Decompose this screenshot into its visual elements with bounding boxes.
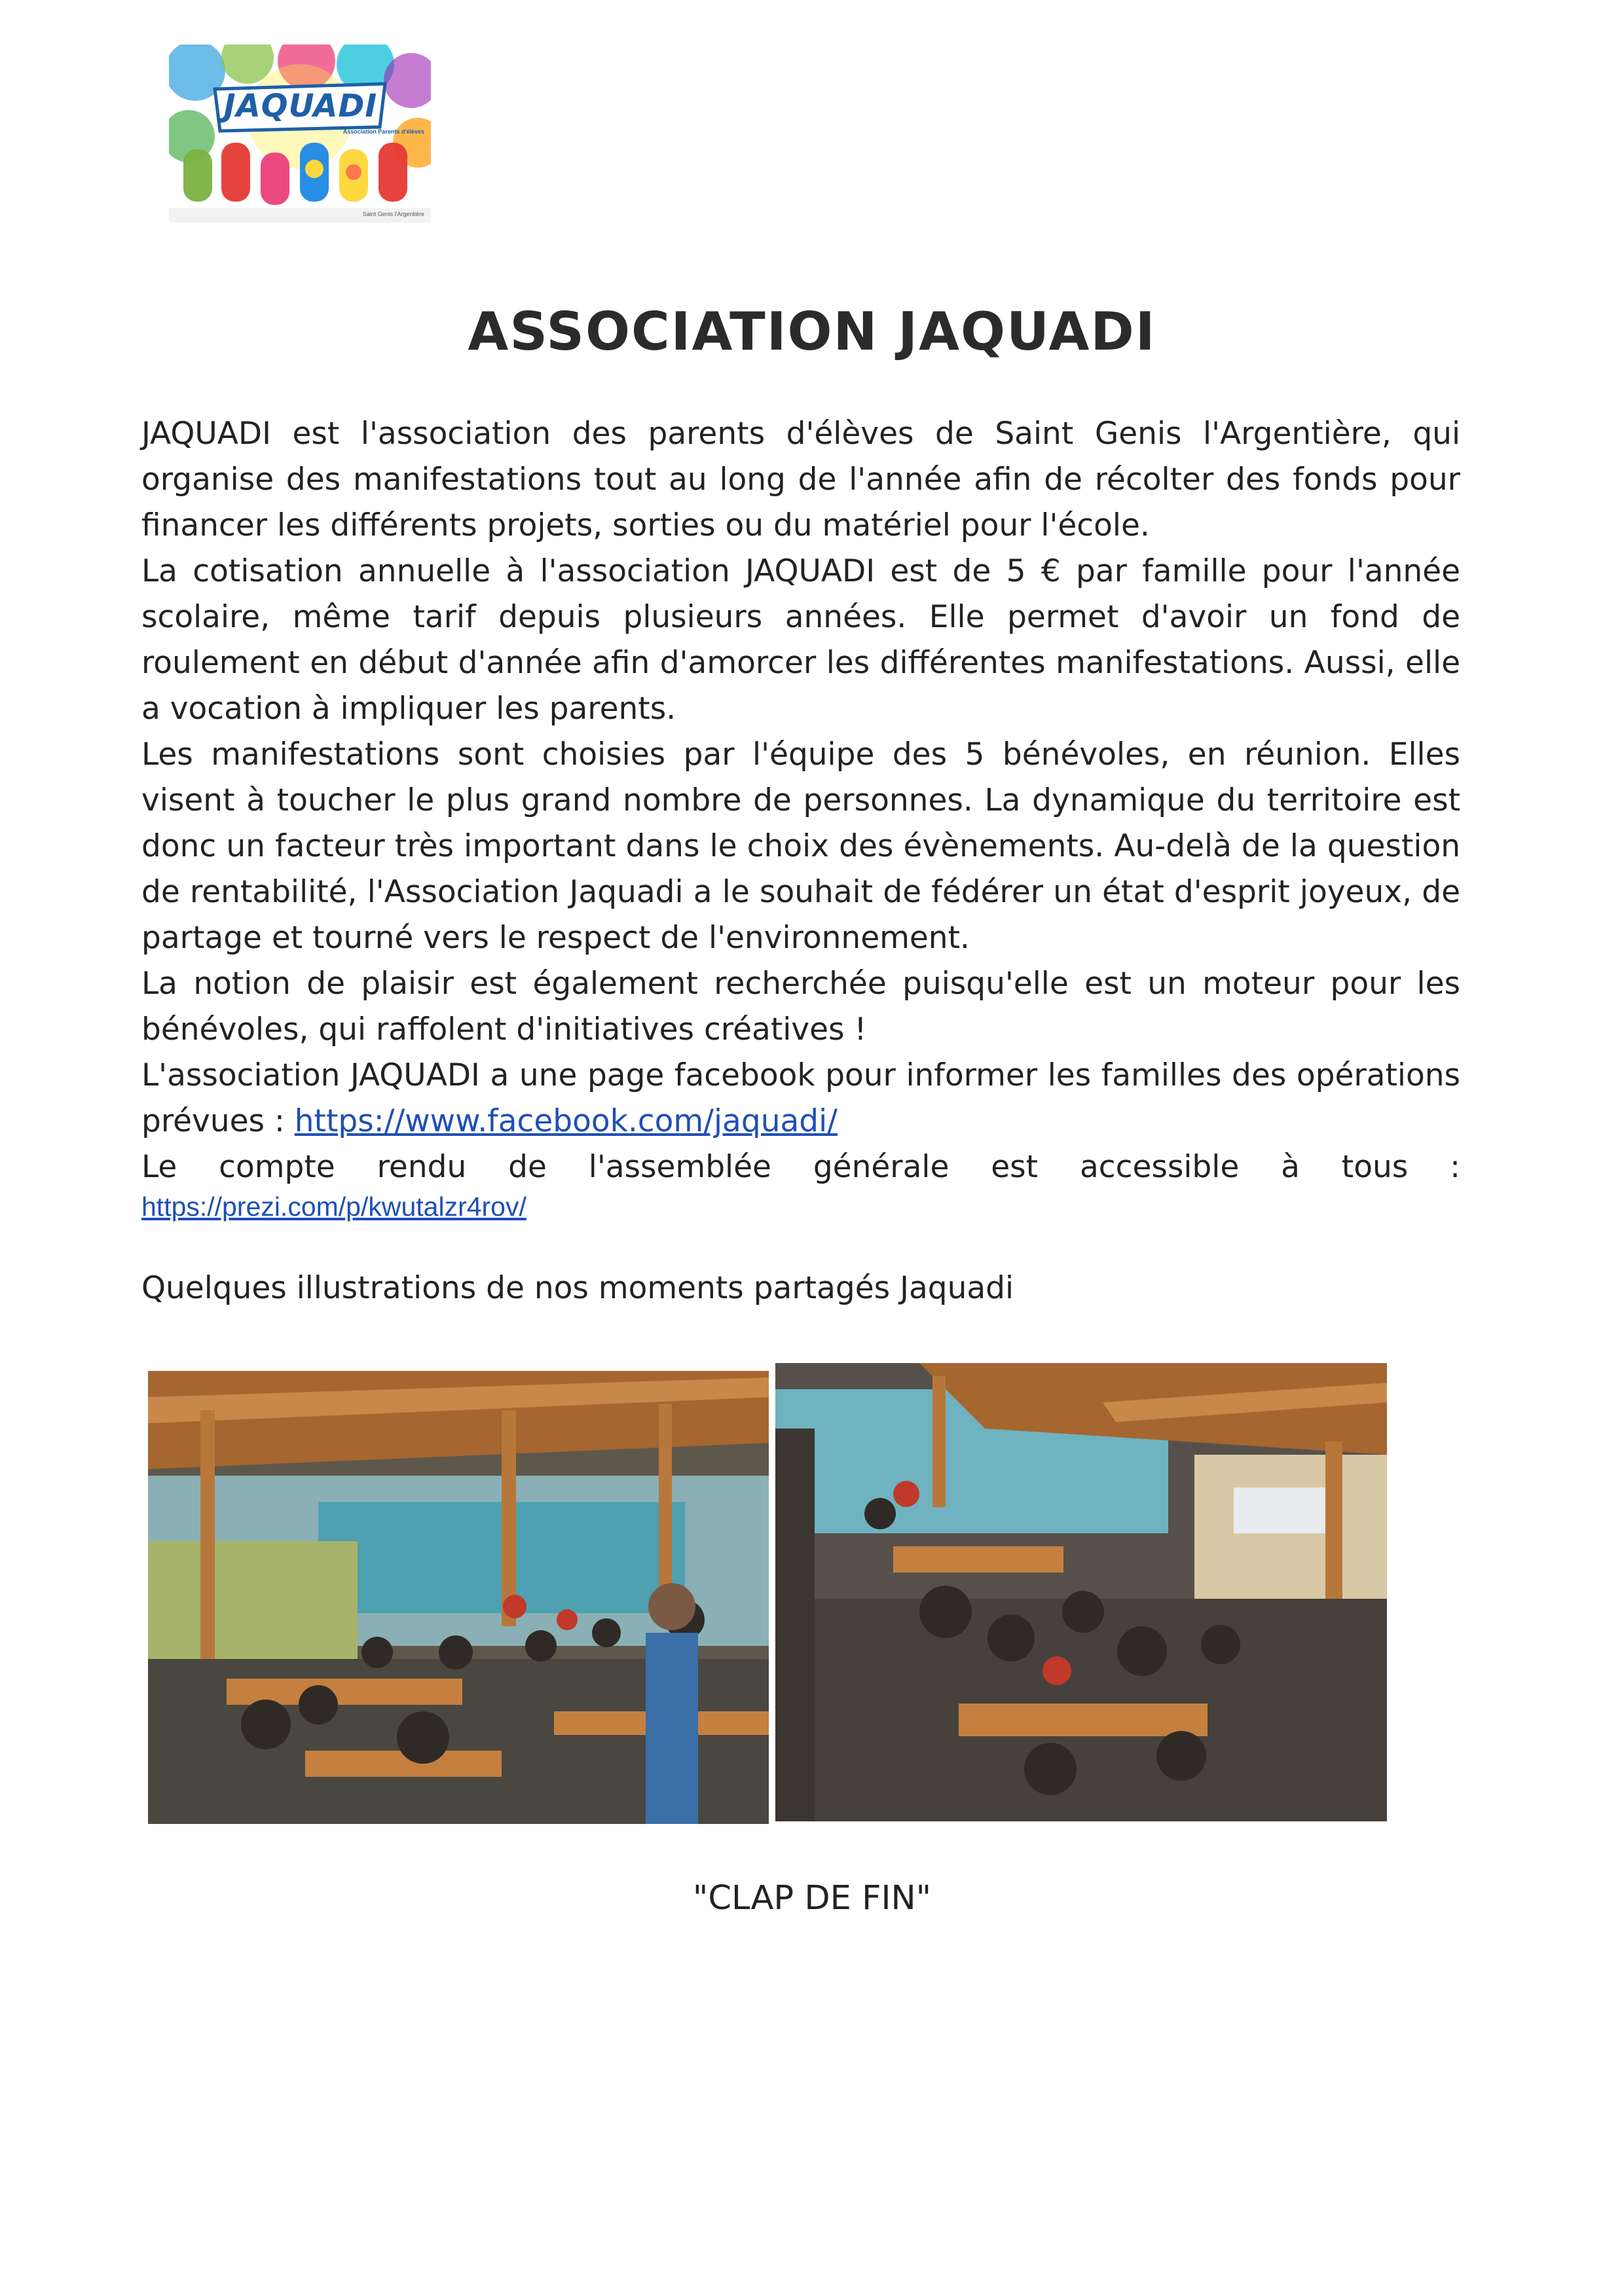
logo-subtitle: Association Parents d'élèves bbox=[342, 128, 424, 135]
facebook-link[interactable]: https://www.facebook.com/jaquadi/ bbox=[294, 1103, 838, 1139]
paragraph-cotisation: La cotisation annuelle à l'association JAQUADI est de 5 € par famille pour l'année scolaire, même tarif depuis plusieurs années. Elle permet d'avoir un fond de roulement en début d'année afin d'amorcer les différentes manifestations. Aussi, elle a vocation à impliquer les parents. bbox=[141, 553, 1460, 727]
logo-tagline: Saint Genis l'Argentière bbox=[362, 211, 424, 217]
closing-text: "CLAP DE FIN" bbox=[692, 1879, 932, 1918]
paragraph-facebook bbox=[141, 1053, 1460, 1144]
jaquadi-logo bbox=[169, 45, 431, 223]
prezi-link[interactable]: https://prezi.com/p/kwutalzr4rov/ bbox=[141, 1192, 526, 1222]
paragraph-manifestations: Les manifestations sont choisies par l'équipe des 5 bénévoles, en réunion. Elles visent à toucher le plus grand nombre de personnes. La dynamique du territoire est donc un facteur très important dans le choix des évènements. Au-delà de la question de rentabilité, l'Association Jaquadi a le souhait de fédérer un état d'esprit joyeux, de partage et tourné vers le respect de l'environnement. bbox=[141, 737, 1460, 956]
photo-picnic-right bbox=[775, 1363, 1387, 1821]
paragraph-intro: JAQUADI est l'association des parents d'élèves de Saint Genis l'Argentière, qui organise des manifestations tout au long de l'année afin de récolter des fonds pour financer les différents projets, sorties ou du matériel pour l'école. bbox=[141, 416, 1460, 543]
photos-caption: Quelques illustrations de nos moments partagés Jaquadi bbox=[141, 1270, 1014, 1306]
page-title: ASSOCIATION JAQUADI bbox=[468, 301, 1156, 362]
paragraph-plaisir: La notion de plaisir est également recherchée puisqu'elle est un moteur pour les bénévoles, qui raffolent d'initiatives créatives ! bbox=[141, 966, 1460, 1048]
photo-picnic-left bbox=[148, 1371, 769, 1824]
logo-name: JAQUADI bbox=[223, 88, 378, 124]
facebook-text: L'association JAQUADI a une page facebook pour informer les familles des opérations prévues : bbox=[141, 1057, 1460, 1139]
paragraph-compte-rendu: Le compte rendu de l'assemblée générale est accessible à tous : bbox=[141, 1149, 1460, 1185]
body-text bbox=[141, 411, 1460, 1223]
